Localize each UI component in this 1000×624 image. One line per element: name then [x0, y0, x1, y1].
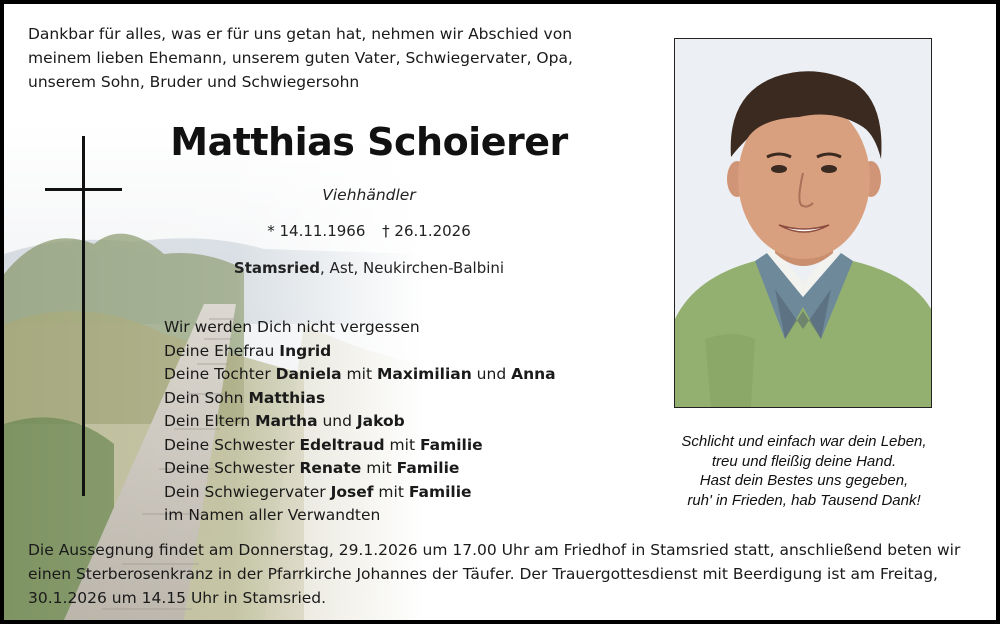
- portrait-illustration: [675, 39, 931, 407]
- mourner-text: Deine Schwester: [164, 435, 300, 454]
- death-date: † 26.1.2026: [382, 222, 471, 240]
- mourner-name: Ingrid: [279, 341, 332, 360]
- mourner-text: Wir werden Dich nicht vergessen: [164, 318, 420, 336]
- mourner-line: [164, 481, 624, 505]
- mourner-text: Dein Sohn: [164, 388, 249, 407]
- mourner-text: Dein Eltern: [164, 412, 256, 430]
- mourner-name: Josef: [330, 482, 374, 501]
- mourners-list: [164, 316, 624, 528]
- mourner-text: mit: [361, 459, 397, 477]
- place-main: Stamsried: [233, 259, 321, 277]
- memorial-poem: [634, 432, 974, 510]
- mourner-text: Deine Schwester: [164, 459, 300, 477]
- cross-symbol-horizontal: [45, 188, 122, 191]
- home-places: [154, 259, 584, 277]
- mourner-text: Deine Tochter: [164, 365, 276, 383]
- mourner-text: mit: [341, 365, 377, 383]
- mourner-text: mit: [373, 482, 409, 501]
- mourner-name: Familie: [396, 459, 460, 477]
- intro-text: [28, 22, 628, 94]
- poem-line: ruh' in Frieden, hab Tausend Dank!: [687, 491, 921, 509]
- service-line: 30.1.2026 um 14.15 Uhr in Stamsried.: [28, 589, 327, 607]
- mourner-name: Maximilian: [376, 365, 472, 383]
- intro-line: unserem Sohn, Bruder und Schwiegersohn: [28, 73, 360, 91]
- place-rest: , Ast, Neukirchen-Balbini: [320, 259, 505, 277]
- mourner-line: [164, 316, 624, 340]
- service-details: [28, 538, 978, 610]
- deceased-name: Matthias Schoierer: [170, 120, 568, 164]
- mourner-name: Jakob: [356, 412, 405, 430]
- intro-line: Dankbar für alles, was er für uns getan hat, nehmen wir Abschied von: [28, 25, 573, 43]
- mourner-text: Dein Schwiegervater: [164, 482, 331, 501]
- mourner-line: [164, 434, 624, 458]
- poem-line: treu und fleißig deine Hand.: [711, 452, 897, 470]
- mourner-name: Familie: [408, 482, 472, 501]
- mourner-name: Daniela: [275, 365, 342, 383]
- service-line: einen Sterberosenkranz in der Pfarrkirche Johannes der Täufer. Der Trauergottesdienst mit Beerdigung ist am Freitag,: [28, 565, 938, 583]
- mourner-line: [164, 363, 624, 387]
- mourner-line: [164, 387, 624, 411]
- mourner-name: Edeltraud: [299, 435, 385, 454]
- mourner-text: im Namen aller Verwandten: [164, 506, 381, 524]
- mourner-line: [164, 457, 624, 481]
- deceased-occupation: Viehhändler: [322, 186, 416, 204]
- mourner-name: Martha: [255, 412, 318, 430]
- mourner-line: [164, 410, 624, 434]
- intro-line: meinem lieben Ehemann, unserem guten Vater, Schwiegervater, Opa,: [28, 49, 573, 67]
- mourner-text: und: [317, 412, 357, 430]
- service-line: Die Aussegnung findet am Donnerstag, 29.1.2026 um 17.00 Uhr am Friedhof in Stamsried statt, anschließend beten wir: [28, 541, 961, 559]
- obituary-notice: [4, 4, 996, 620]
- mourner-name: Familie: [419, 435, 483, 454]
- mourner-name: Matthias: [248, 388, 326, 407]
- life-dates: [154, 222, 584, 240]
- mourner-text: Deine Ehefrau: [164, 341, 280, 360]
- mourner-line: [164, 340, 624, 364]
- poem-line: Schlicht und einfach war dein Leben,: [681, 433, 927, 450]
- mourner-name: Renate: [299, 459, 362, 477]
- mourner-text: mit: [384, 435, 420, 454]
- portrait-photo: [674, 38, 932, 408]
- poem-line: Hast dein Bestes uns gegeben,: [699, 472, 909, 489]
- mourner-text: und: [471, 365, 512, 383]
- birth-date: * 14.11.1966: [267, 222, 366, 240]
- mourner-line: [164, 504, 624, 528]
- mourner-name: Anna: [511, 365, 556, 383]
